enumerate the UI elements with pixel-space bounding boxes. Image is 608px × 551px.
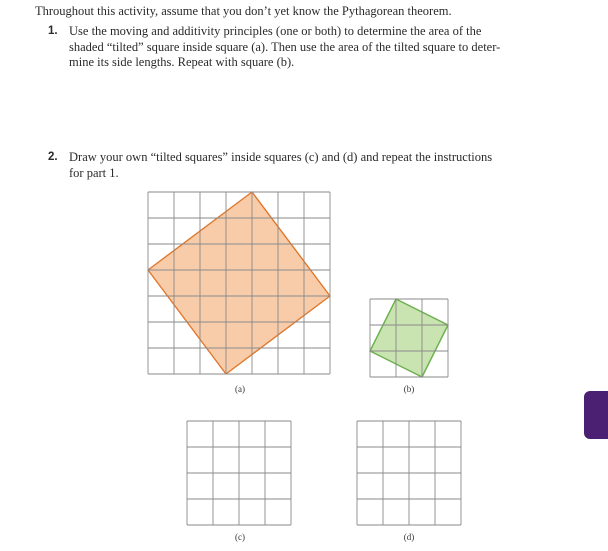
item-2-line-1: Draw your own “tilted squares” inside squares (c) and (d) and repeat the instructions (69, 150, 493, 164)
item-1-line-2: shaded “tilted” square inside square (a). Then use the area of the tilted square to deter- (69, 39, 501, 54)
grid-square-a (148, 192, 330, 374)
caption-c: (c) (235, 532, 245, 542)
tilted-square (370, 299, 448, 377)
tilted-square (148, 192, 330, 374)
item-2-line-2: for part 1. (69, 165, 119, 180)
grid-square-d (357, 421, 461, 525)
caption-b: (b) (403, 384, 415, 394)
side-panel-tab[interactable] (584, 391, 608, 439)
caption-a: (a) (235, 384, 245, 394)
grid-square-b (370, 299, 448, 377)
grid-square-c (187, 421, 291, 525)
item-1-line-3: mine its side lengths. Repeat with square (b). (69, 55, 295, 69)
item-number: 2. (48, 151, 58, 163)
intro-text: Throughout this activity, assume that you don’t yet know the Pythagorean theorem. (35, 4, 452, 18)
item-number: 1. (48, 25, 58, 37)
caption-d: (d) (403, 532, 415, 542)
item-1-line-1: Use the moving and additivity principles (one or both) to determine the area of the (69, 24, 482, 38)
